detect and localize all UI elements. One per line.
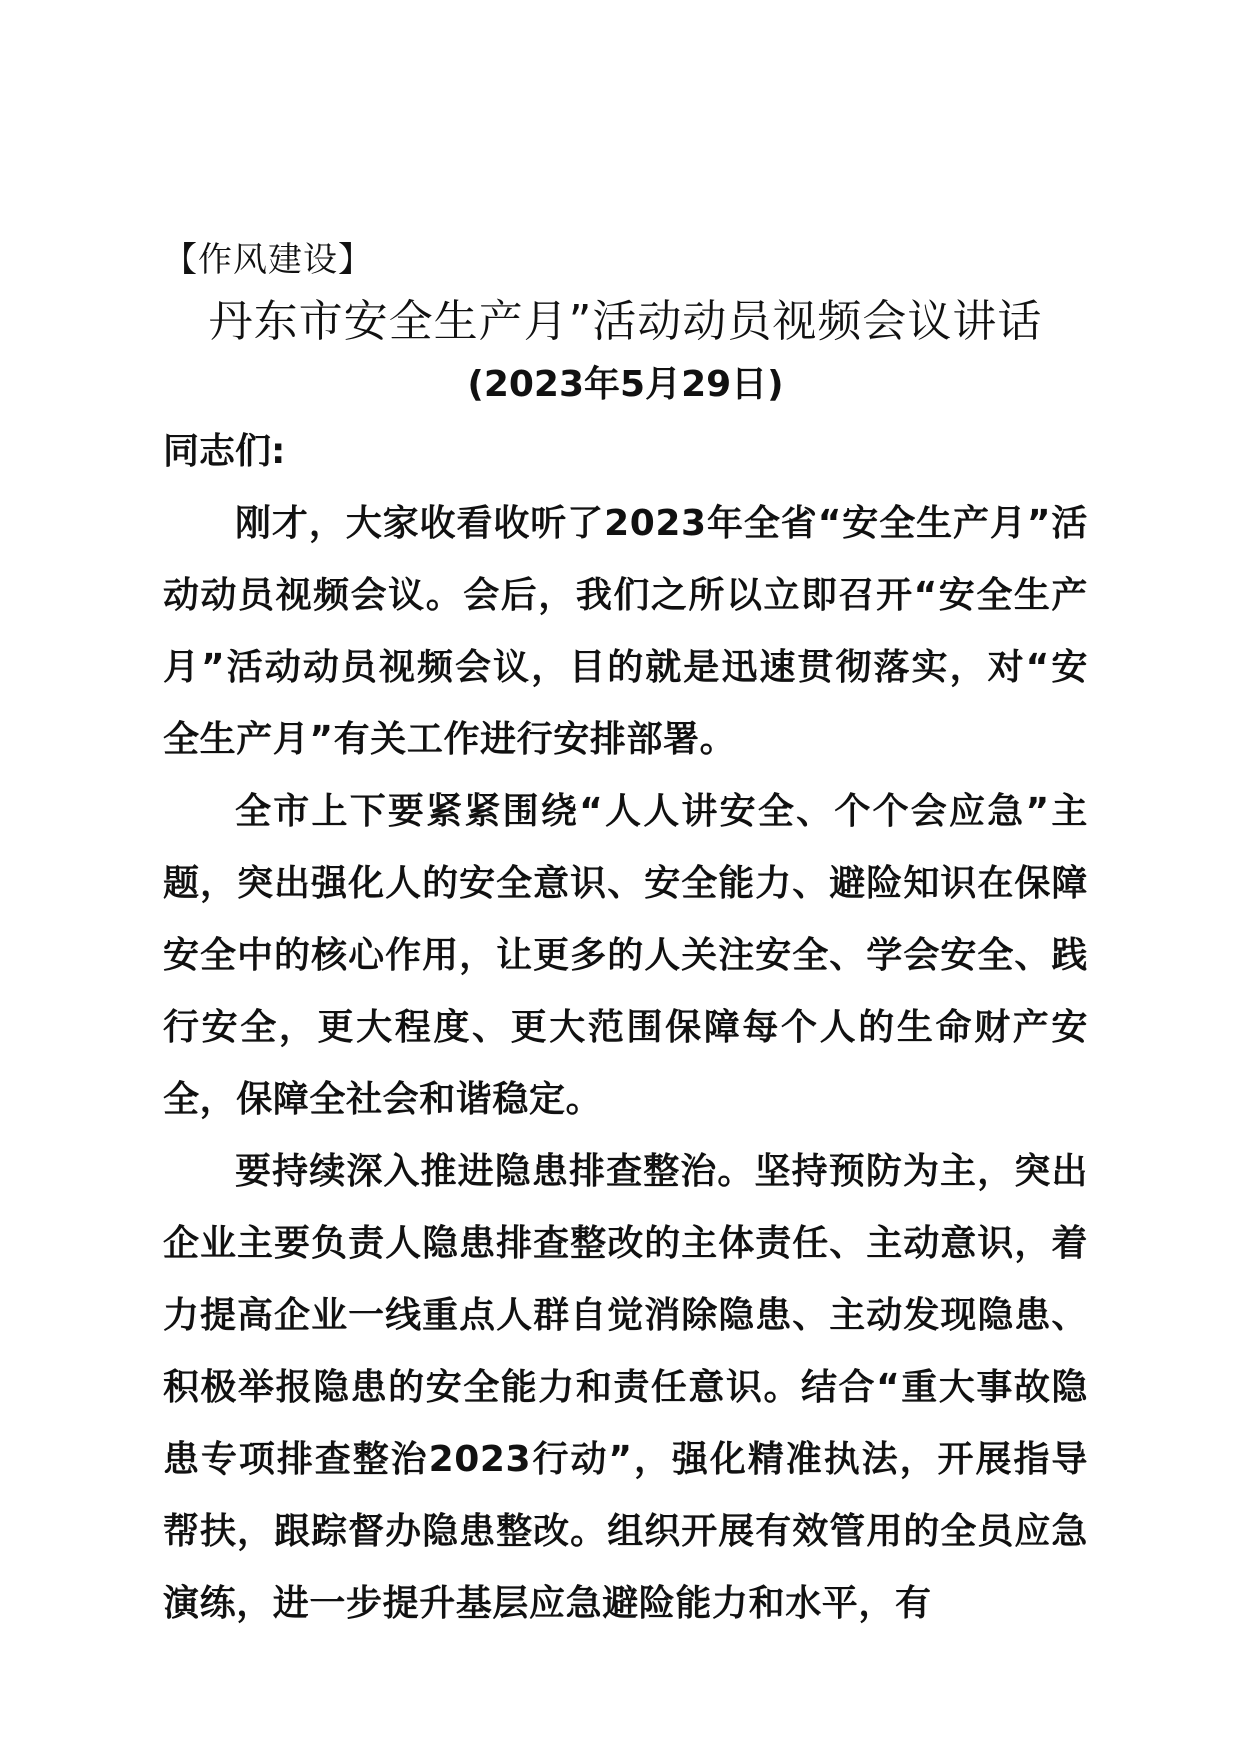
document-content bbox=[163, 238, 1088, 1640]
document-date: (2023年5月29日) bbox=[467, 364, 784, 405]
document-title: 丹东市安全生产月”活动动员视频会议讲话 bbox=[208, 296, 1043, 347]
body-paragraph: 全市上下要紧紧围绕“人人讲安全、个个会应急”主题，突出强化人的安全意识、安全能力、避险知识在保障安全中的核心作用，让更多的人关注安全、学会安全、践行安全，更大程度、更大范围保障每个人的生命财产安全，保障全社会和谐稳定。 bbox=[163, 791, 1088, 1120]
salutation: 同志们: bbox=[163, 431, 286, 472]
category-tag: 【作风建设】 bbox=[163, 240, 373, 280]
body-paragraph: 刚才，大家收看收听了2023年全省“安全生产月”活动动员视频会议。会后，我们之所以立即召开“安全生产月”活动动员视频会议，目的就是迅速贯彻落实，对“安全生产月”有关工作进行安排部署。 bbox=[163, 503, 1088, 760]
body-paragraph: 要持续深入推进隐患排查整治。坚持预防为主，突出企业主要负责人隐患排查整改的主体责任、主动意识，着力提高企业一线重点人群自觉消除隐患、主动发现隐患、积极举报隐患的安全能力和责任意识。结合“重大事故隐患专项排查整治2023行动”，强化精准执法，开展指导帮扶，跟踪督办隐患整改。组织开展有效管用的全员应急演练，进一步提升基层应急避险能力和水平，有 bbox=[163, 1151, 1088, 1624]
